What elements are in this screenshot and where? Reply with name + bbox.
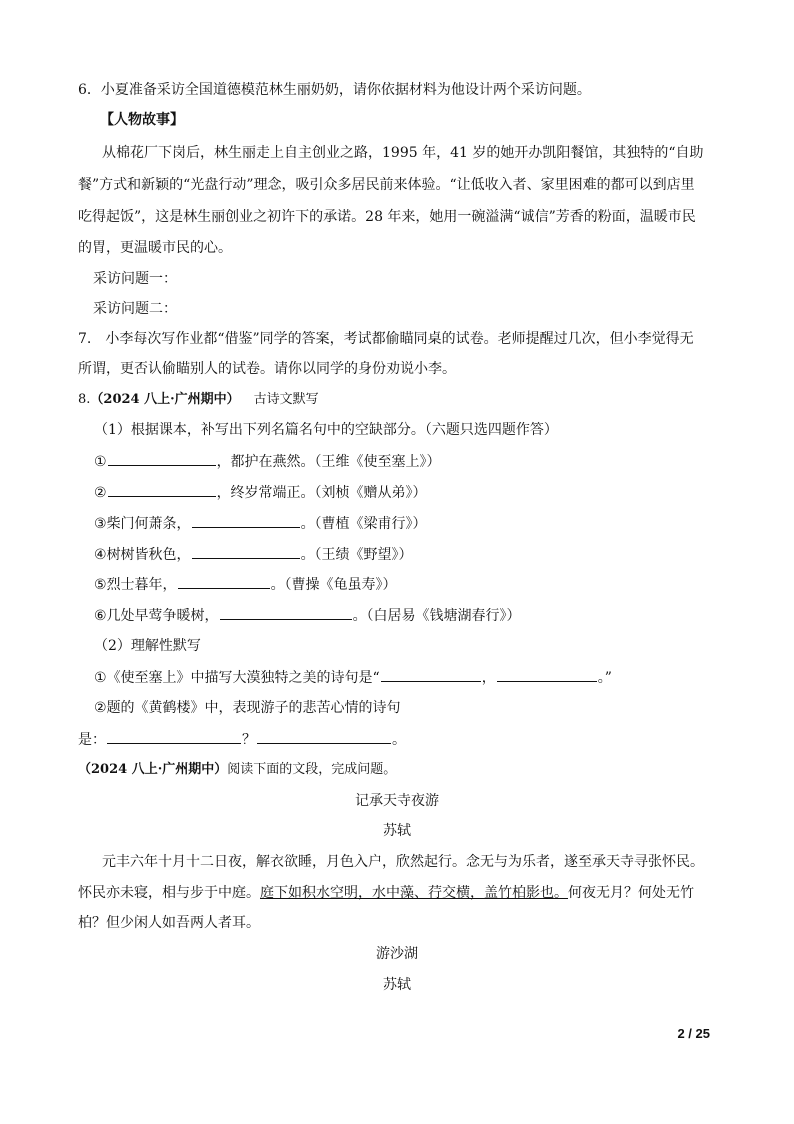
q6-story-line: 的胃，更温暖市民的心。 (78, 240, 232, 256)
q6-story-line: 从棉花厂下岗后，林生丽走上自主创业之路，1995 年，41 岁的她开办凯阳餐馆，其独特的“自助 (102, 145, 704, 161)
reading-header (78, 760, 396, 780)
item-mark: ⑤ (94, 577, 107, 593)
item-mark: ① (94, 670, 107, 686)
poem-title: 游沙湖 (376, 946, 418, 962)
answer-blank[interactable] (108, 482, 216, 497)
item-mark: ③ (94, 516, 107, 532)
answer-blank[interactable] (192, 513, 300, 528)
q6-stem: 6．小夏准备采访全国道德模范林生丽奶奶，请你依据材料为他设计两个采访问题。 (78, 82, 591, 98)
poem-author: 苏轼 (383, 823, 411, 839)
q8-title: 古诗文默写 (253, 392, 319, 407)
q8-part1: （1）根据课本，补写出下列名篇名句中的空缺部分。（六题只选四题作答） (94, 422, 558, 438)
q8-number: 8. (78, 392, 91, 407)
q8-item: ① ，都护在燕然。（王维《使至塞上》） (94, 451, 441, 472)
answer-blank[interactable] (497, 667, 597, 682)
q8-item: ③柴门何萧条， 。（曹植《梁甫行》） (94, 513, 427, 534)
answer-blank[interactable] (178, 574, 270, 589)
item-mark: ④ (94, 547, 107, 563)
q6-interview-1: 采访问题一： (93, 271, 177, 287)
q6-interview-2: 采访问题二： (93, 301, 177, 317)
q8-header (78, 390, 319, 410)
q8-item: ⑥几处早莺争暖树， 。（白居易《钱塘湖春行》） (94, 605, 521, 626)
q7-line: 7. 小李每次写作业都“借鉴”同学的答案，考试都偷瞄同桌的试卷。老师提醒过几次，但小李觉得无 (78, 331, 694, 347)
q7-line: 所谓，更否认偷瞄别人的试卷。请你以同学的身份劝说小李。 (78, 361, 456, 377)
page-number: 2 / 25 (677, 1026, 710, 1041)
q6-story-line: 餐”方式和新颖的“光盘行动”理念，吸引众多居民前来体验。“让低收入者、家里困难的都可以到店里 (78, 177, 695, 193)
reading-instruction: 阅读下面的文段，完成问题。 (227, 762, 397, 777)
q8-understanding-1: ①《使至塞上》中描写大漠独特之美的诗句是“ ， 。” (94, 667, 612, 688)
passage-line: 柏？但少闲人如吾两人者耳。 (78, 915, 260, 931)
answer-blank[interactable] (192, 544, 300, 559)
item-mark: ② (94, 700, 107, 716)
poem-title: 记承天寺夜游 (355, 793, 439, 809)
answer-blank[interactable] (107, 729, 241, 744)
item-mark: ① (94, 454, 107, 470)
q8-item: ④树树皆秋色， 。（王绩《野望》） (94, 544, 413, 565)
q8-part2: （2）理解性默写 (94, 638, 201, 654)
q8-item: ⑤烈士暮年， 。（曹操《龟虽寿》） (94, 574, 397, 595)
q6-story-line: 吃得起饭”，这是林生丽创业之初许下的承诺。28 年来，她用一碗溢满“诚信”芳香的粉面，温暖市民 (78, 209, 696, 225)
q8-item: ② ，终岁常端正。（刘桢《赠从弟》） (94, 482, 427, 503)
reading-source: （2024 八上·广州期中） (78, 762, 228, 777)
q6-heading: 【人物故事】 (100, 112, 184, 128)
q8-source: （2024 八上·广州期中） (90, 392, 240, 407)
q8-understanding-2-answer: 是： ？ 。 (78, 729, 406, 750)
item-mark: ⑥ (94, 608, 107, 624)
answer-blank[interactable] (257, 729, 391, 744)
item-mark: ② (94, 485, 107, 501)
answer-blank[interactable] (108, 451, 216, 466)
passage-line: 怀民亦未寝，相与步于中庭。庭下如积水空明，水中藻、荇交横，盖竹柏影也。何夜无月？何处无竹 (78, 885, 694, 901)
underlined-sentence: 庭下如积水空明，水中藻、荇交横，盖竹柏影也。 (260, 885, 568, 901)
answer-blank[interactable] (220, 605, 352, 620)
poem-author: 苏轼 (383, 977, 411, 993)
q8-understanding-2: ②题的《黄鹤楼》中，表现游子的悲苦心情的诗句 (94, 700, 401, 716)
passage-line: 元丰六年十月十二日夜，解衣欲睡，月色入户，欣然起行。念无与为乐者，遂至承天寺寻张怀民。 (102, 854, 704, 870)
answer-blank[interactable] (381, 667, 481, 682)
